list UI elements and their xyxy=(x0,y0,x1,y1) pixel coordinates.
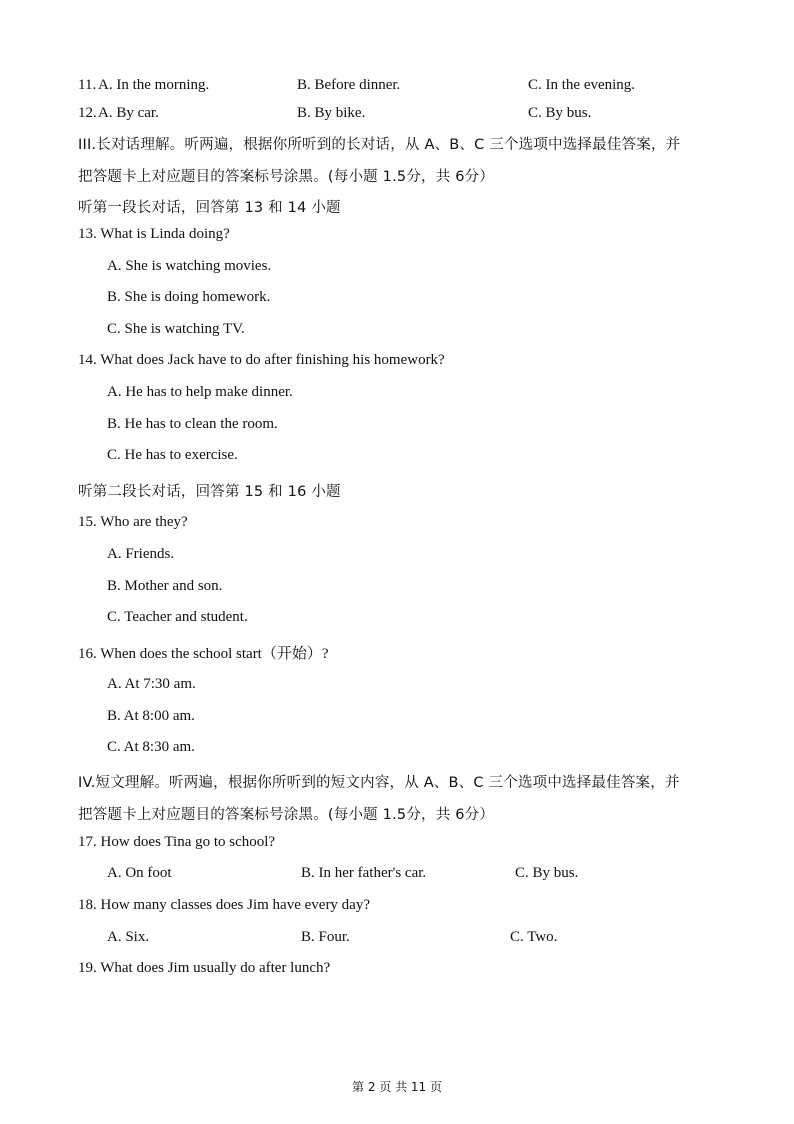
q12-option-c: C. By bus. xyxy=(528,105,592,121)
q13-option-b: B. She is doing homework. xyxy=(107,289,271,305)
q19-stem: 19. What does Jim usually do after lunch? xyxy=(78,960,331,976)
q15-option-b: B. Mother and son. xyxy=(107,578,223,594)
q16-stem: 16. When does the school start（开始）? xyxy=(78,646,329,662)
section-3-instruction-line2: 把答题卡上对应题目的答案标号涂黑。(每小题 1.5分，共 6分） xyxy=(78,169,495,185)
section-3-instruction-line1: III.长对话理解。听两遍，根据你所听到的长对话，从 A、B、C 三个选项中选择最佳答案，并 xyxy=(78,137,681,153)
q12-number: 12. xyxy=(78,105,97,121)
q12-option-a: A. By car. xyxy=(98,105,159,121)
q11-option-a: A. In the morning. xyxy=(98,77,210,93)
q13-option-a: A. She is watching movies. xyxy=(107,258,272,274)
page-footer: 第 2 页 共 11 页 xyxy=(352,1080,442,1094)
q18-option-a: A. Six. xyxy=(107,929,150,945)
dialog-1-heading: 听第一段长对话，回答第 13 和 14 小题 xyxy=(78,200,341,216)
q15-option-a: A. Friends. xyxy=(107,546,175,562)
q11-option-b: B. Before dinner. xyxy=(297,77,401,93)
section-4-instruction-line1: IV.短文理解。听两遍，根据你所听到的短文内容，从 A、B、C 三个选项中选择最佳答案，并 xyxy=(78,775,680,791)
q17-option-a: A. On foot xyxy=(107,865,172,881)
q16-option-c: C. At 8:30 am. xyxy=(107,739,195,755)
q13-stem: 13. What is Linda doing? xyxy=(78,226,230,242)
q18-stem: 18. How many classes does Jim have every day? xyxy=(78,897,371,913)
q17-stem: 17. How does Tina go to school? xyxy=(78,834,276,850)
q17-option-c: C. By bus. xyxy=(515,865,579,881)
q18-option-c: C. Two. xyxy=(510,929,558,945)
q15-option-c: C. Teacher and student. xyxy=(107,609,248,625)
q14-option-b: B. He has to clean the room. xyxy=(107,416,278,432)
q14-stem: 14. What does Jack have to do after finishing his homework? xyxy=(78,352,445,368)
q14-option-c: C. He has to exercise. xyxy=(107,447,238,463)
q15-stem: 15. Who are they? xyxy=(78,514,188,530)
q16-option-a: A. At 7:30 am. xyxy=(107,676,196,692)
q14-option-a: A. He has to help make dinner. xyxy=(107,384,293,400)
q12-option-b: B. By bike. xyxy=(297,105,366,121)
q17-option-b: B. In her father's car. xyxy=(301,865,427,881)
q16-option-b: B. At 8:00 am. xyxy=(107,708,195,724)
section-4-instruction-line2: 把答题卡上对应题目的答案标号涂黑。(每小题 1.5分，共 6分） xyxy=(78,807,495,823)
q11-option-c: C. In the evening. xyxy=(528,77,636,93)
q13-option-c: C. She is watching TV. xyxy=(107,321,245,337)
q18-option-b: B. Four. xyxy=(301,929,350,945)
dialog-2-heading: 听第二段长对话，回答第 15 和 16 小题 xyxy=(78,484,341,500)
q11-number: 11. xyxy=(78,77,97,93)
